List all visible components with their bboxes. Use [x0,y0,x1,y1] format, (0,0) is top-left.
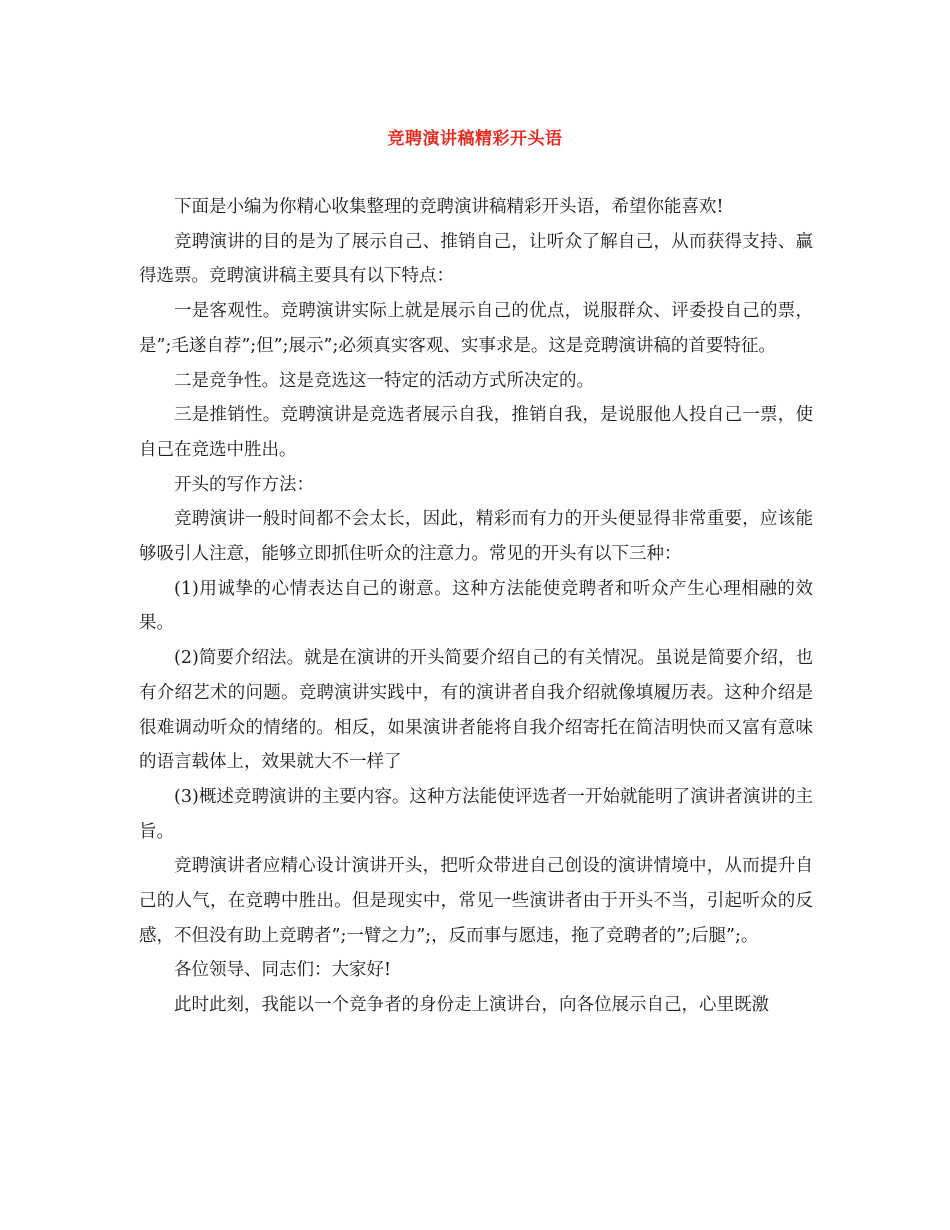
paragraph-design-advice: 竞聘演讲者应精心设计演讲开头，把听众带进自己创设的演讲情境中，从而提升自己的人气，在竞聘中胜出。但是现实中，常见一些演讲者由于开头不当，引起听众的反感，不但没有助上竞聘者”;一臂之力”;，反而事与愿违，拖了竞聘者的”;后腿”;。 [139,856,813,946]
document-body [139,190,813,1023]
paragraph-opening-importance: 竞聘演讲一般时间都不会太长，因此，精彩而有力的开头便显得非常重要，应该能够吸引人注意，能够立即抓住听众的注意力。常见的开头有以下三种： [139,509,813,565]
paragraph-speech-start: 此时此刻，我能以一个竞争者的身份走上演讲台，向各位展示自己，心里既激 [174,995,769,1016]
paragraph-purpose: 竞聘演讲的目的是为了展示自己、推销自己，让听众了解自己，从而获得支持、赢得选票。竞聘演讲稿主要具有以下特点： [139,231,813,287]
paragraph-method-1: (1)用诚挚的心情表达自己的谢意。这种方法能使竞聘者和听众产生心理相融的效果。 [139,578,813,634]
paragraph-greeting: 各位领导、同志们：大家好! [174,960,392,981]
paragraph-promotion: 三是推销性。竞聘演讲是竞选者展示自我，推销自我，是说服他人投自己一票，使自己在竞选中胜出。 [139,405,813,460]
paragraph-methods-heading: 开头的写作方法： [174,474,314,495]
paragraph-competitiveness: 二是竞争性。这是竞选这一特定的活动方式所决定的。 [174,370,594,391]
paragraph-intro: 下面是小编为你精心收集整理的竞聘演讲稿精彩开头语，希望你能喜欢! [174,197,724,217]
paragraph-objectivity: 一是客观性。竞聘演讲实际上就是展示自己的优点，说服群众、评委投自己的票，是”;毛遂自荐”;但”;展示”;必须真实客观、实事求是。这是竞聘演讲稿的首要特征。 [139,301,813,356]
document-title: 竞聘演讲稿精彩开头语 [387,129,563,149]
paragraph-method-2: (2)简要介绍法。就是在演讲的开头简要介绍自己的有关情况。虽说是简要介绍，也有介绍艺术的问题。竞聘演讲实践中，有的演讲者自我介绍就像填履历表。这种介绍是很难调动听众的情绪的。相反，如果演讲者能将自我介绍寄托在简洁明快而又富有意味的语言载体上，效果就大不一样了 [139,648,813,773]
paragraph-method-3: (3)概述竞聘演讲的主要内容。这种方法能使评选者一开始就能明了演讲者演讲的主旨。 [139,786,813,842]
